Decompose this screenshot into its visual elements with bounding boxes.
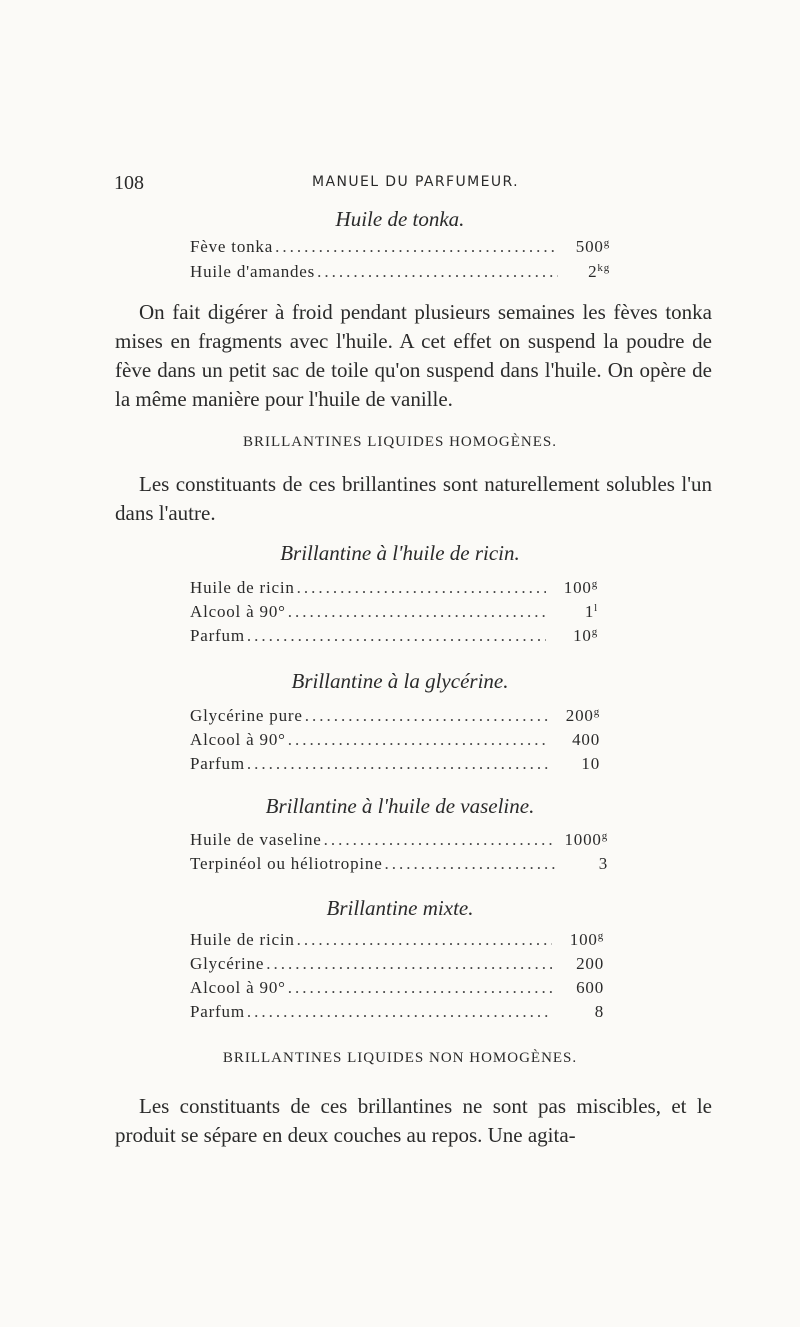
ingredient-row (190, 954, 604, 980)
ingredient-unit: g (597, 930, 604, 942)
ingredient-qty: 100 (569, 930, 598, 949)
ingredient-qty: 2 (588, 262, 598, 281)
ingredient-qty: 8 (594, 1002, 604, 1021)
ingredient-name: Huile d'amandes (190, 262, 316, 281)
ingredient-qty: 3 (598, 854, 608, 873)
ingredient-name: Fève tonka (190, 237, 274, 256)
ingredient-name: Alcool à 90° (190, 730, 286, 749)
ingredient-row (190, 706, 600, 732)
running-title: MANUEL DU PARFUMEUR. (312, 174, 519, 190)
ingredient-name: Parfum (190, 754, 245, 773)
ingredient-qty: 1 (584, 602, 595, 621)
ingredient-qty: 400 (572, 730, 600, 749)
ingredient-row (190, 626, 598, 652)
recipe-title-glycerine: Brillantine à la glycérine. (291, 669, 509, 693)
ingredient-unit: g (591, 626, 598, 638)
ingredient-qty: 200 (565, 706, 594, 725)
ingredient-row (190, 830, 608, 856)
ingredient-unit: g (591, 578, 598, 590)
section-heading-non-homogenes: BRILLANTINES LIQUIDES NON HOMOGÈNES. (222, 1050, 578, 1066)
ingredient-qty: 100 (563, 578, 592, 597)
ingredient-name: Huile de ricin (190, 930, 295, 949)
ingredient-row (190, 978, 604, 1004)
ingredient-name: Alcool à 90° (190, 978, 286, 997)
recipe-title-mixte: Brillantine mixte. (326, 896, 474, 920)
ingredient-name: Alcool à 90° (190, 602, 286, 621)
ingredient-qty: 600 (576, 978, 604, 997)
ingredient-unit: g (593, 706, 600, 718)
ingredient-row (190, 854, 608, 880)
recipe-title-vaseline: Brillantine à l'huile de vaseline. (265, 794, 535, 818)
paragraph-tonka: On fait digérer à froid pendant plusieurs semaines les fèves tonka mises en fragments avec l'huile. A cet effet on suspend la poudre de fève dans un petit sac de toile qu'on suspend dans l'huile. On opère de la même manière pour l'huile de vanille. (115, 300, 712, 411)
ingredient-name: Glycérine (190, 954, 265, 973)
section-heading-homogenes: BRILLANTINES LIQUIDES HOMOGÈNES. (242, 434, 558, 450)
ingredient-unit: g (601, 830, 608, 842)
ingredient-qty: 1000 (564, 830, 602, 849)
page-number: 108 (114, 172, 144, 194)
recipe-title-ricin: Brillantine à l'huile de ricin. (280, 541, 520, 565)
paragraph-homogenes: Les constituants de ces brillantines sont naturellement solubles l'un dans l'autre. (115, 472, 712, 525)
ingredient-qty: 10 (573, 626, 592, 645)
ingredient-qty: 500 (575, 237, 604, 256)
ingredient-row (190, 930, 604, 956)
paragraph-non-homogenes: Les constituants de ces brillantines ne sont pas miscibles, et le produit se sépare en deux couches au repos. Une agita- (115, 1094, 712, 1147)
ingredient-name: Huile de ricin (190, 578, 295, 597)
ingredient-name: Huile de vaseline (190, 830, 322, 849)
ingredient-name: Terpinéol ou héliotropine (190, 854, 383, 873)
ingredient-qty: 200 (576, 954, 604, 973)
ingredient-unit: kg (597, 262, 610, 274)
ingredient-row (190, 237, 610, 263)
ingredient-name: Parfum (190, 626, 245, 645)
ingredient-row (190, 1002, 604, 1028)
ingredient-unit: l (594, 602, 598, 614)
ingredient-qty: 10 (581, 754, 600, 773)
ingredient-row (190, 730, 600, 756)
ingredient-name: Parfum (190, 1002, 245, 1021)
ingredient-name: Glycérine pure (190, 706, 303, 725)
ingredient-unit: g (603, 237, 610, 249)
ingredient-row (190, 754, 600, 780)
recipe-title-tonka: Huile de tonka. (335, 207, 465, 231)
ingredient-row (190, 602, 598, 628)
ingredient-row (190, 578, 598, 604)
ingredient-row (190, 262, 610, 288)
